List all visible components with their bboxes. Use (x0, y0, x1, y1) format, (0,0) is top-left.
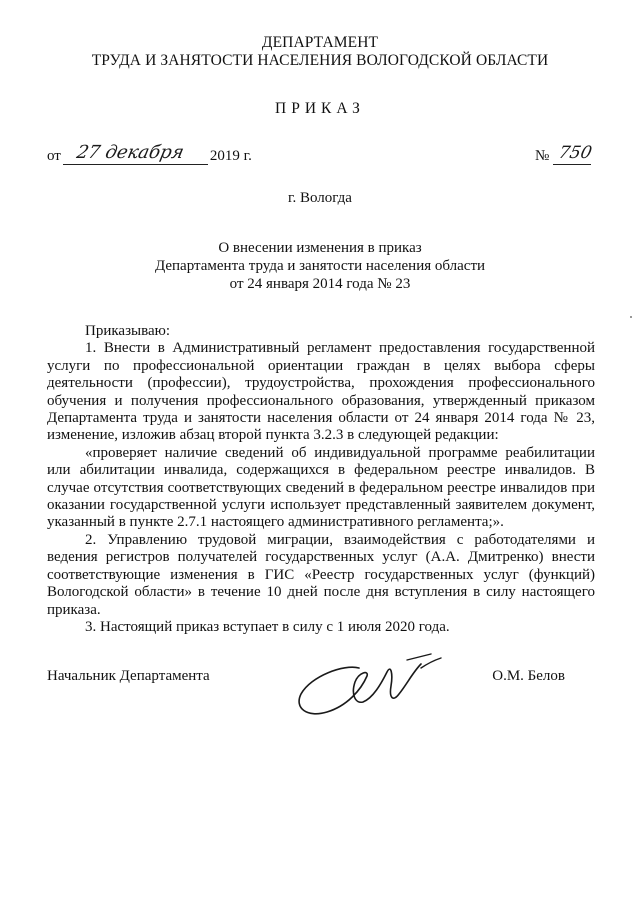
document-title: ПРИКАЗ (275, 100, 365, 117)
signatory-position: Начальник Департамента (47, 668, 210, 684)
body-paragraph: 3. Настоящий приказ вступает в силу с 1 июля 2020 года. (85, 618, 450, 635)
date-prefix: от (47, 148, 61, 164)
header-line-2: ТРУДА И ЗАНЯТОСТИ НАСЕЛЕНИЯ ВОЛОГОДСКОЙ ОБЛАСТИ (91, 52, 549, 69)
number-blank (553, 143, 594, 165)
header-line-1: ДЕПАРТАМЕНТ (261, 34, 379, 51)
department-header (0, 34, 640, 70)
signature-block (47, 668, 595, 728)
body-paragraph: Приказываю: (85, 323, 170, 339)
number-label: № (535, 148, 550, 164)
city: г. Вологда (288, 190, 352, 206)
order-number-line (535, 143, 594, 165)
scan-speck (630, 316, 632, 318)
subject-line-2: Департамента труда и занятости населения области (154, 258, 486, 274)
number-handwritten: 750 (557, 143, 594, 163)
date-year: 2019 г. (209, 148, 252, 164)
body-paragraph: «проверяет наличие сведений об индивидуальной программе реабилитации или абилитации инвалида, содержащихся в федеральном реестре инвалидов. В случае отсутствия соответствующих сведений в федеральном реестре инвалидов при оказании государственной услуги использует представленный заявителем документ, указанный в пункте 2.7.1 настоящего административного регламента;». (47, 444, 595, 531)
subject-line-1: О внесении изменения в приказ (218, 240, 422, 256)
order-body (47, 323, 595, 636)
order-subject (0, 239, 640, 293)
handwritten-signature (289, 646, 469, 726)
signatory-name: О.М. Белов (492, 668, 565, 684)
body-paragraph: 2. Управлению трудовой миграции, взаимодействия с работодателями и ведения регистров получателей государственных услуг (А.А. Дмитренко) внести соответствующие изменения в ГИС «Реестр государственных услуг (функций) Вологодской области» в течение 10 дней после дня вступления в силу настоящего приказа. (47, 531, 595, 618)
date-blank (63, 142, 208, 165)
subject-line-3: от 24 января 2014 года № 23 (229, 276, 411, 292)
body-paragraph: 1. Внести в Административный регламент предоставления государственной услуги по профессиональной ориентации граждан в целях выбора сферы деятельности (профессии), трудоустройства, прохождения профессионального обучения и получения профессионального образования, утвержденный приказом Департамента труда и занятости населения области от 24 января 2014 года № 23, изменение, изложив абзац второй пункта 3.2.3 в следующей редакции: (47, 340, 595, 444)
date-line (47, 142, 252, 165)
date-handwritten: 27 декабря (74, 142, 186, 163)
